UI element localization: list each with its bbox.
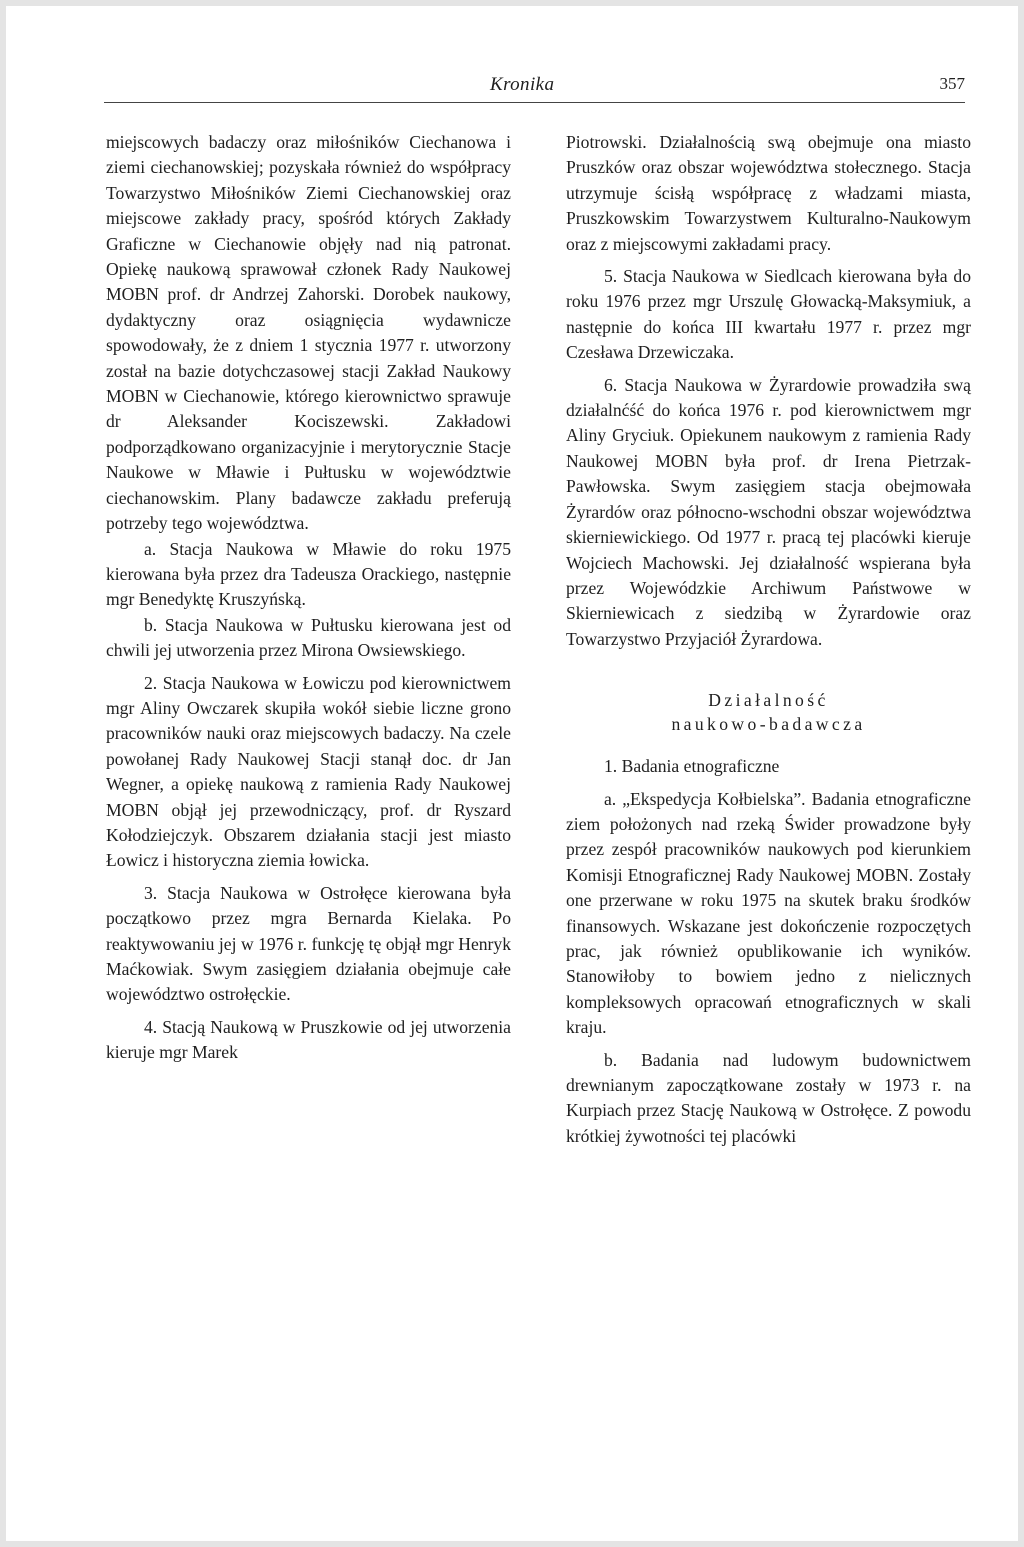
paragraph: b. Stacja Naukowa w Pułtusku kierowana jest od chwili jej utworzenia przez Mirona Owsiewskiego. bbox=[106, 614, 511, 661]
paragraph: 4. Stacją Naukową w Pruszkowie od jej utworzenia kieruje mgr Marek bbox=[106, 1016, 511, 1063]
right-column bbox=[566, 130, 971, 1149]
page-number: 357 bbox=[939, 74, 965, 93]
paragraph: miejscowych badaczy oraz miłośników Ciechanowa i ziemi ciechanowskiej; pozyskała również do współpracy Towarzystwo Miłośników Ziemi Ciechanowskiej oraz miejscowe zakłady pracy, spośród których Zakłady Graficzne w Ciechanowie objęły nad nią patronat. Opiekę naukową sprawował członek Rady Naukowej MOBN prof. dr Andrzej Zahorski. Dorobek naukowy, dydaktyczny oraz osiągnięcia wydawnicze spowodowały, że z dniem 1 stycznia 1977 r. utworzony został na bazie dotychczasowej stacji Zakład Naukowy MOBN w Ciechanowie, którego kierownictwo sprawuje dr Aleksander Kociszewski. Zakładowi podporządkowano organizacyjnie i merytorycznie Stacje Naukowe w Mławie i Pułtusku w województwie ciechanowskim. Plany badawcze zakładu preferują potrzeby tego województwa. bbox=[106, 132, 511, 534]
section-heading bbox=[566, 688, 971, 736]
paragraph: 3. Stacja Naukowa w Ostrołęce kierowana była początkowo przez mgra Bernarda Kielaka. Po reaktywowaniu jej w 1976 r. funkcję tę objął mgr Henryk Maćkowiak. Swym zasięgiem działania obejmuje całe województwo ostrołęckie. bbox=[106, 882, 511, 1005]
paragraph: a. „Ekspedycja Kołbielska”. Badania etnograficzne ziem położonych nad rzeką Świder prowadzone były przez zespół pracowników naukowych pod kierunkiem Komisji Etnograficznej Rady Naukowej MOBN. Zostały one przerwane w roku 1975 na skutek braku środków finansowych. Wskazane jest dokończenie rozpoczętych prac, jak również opublikowanie ich wyników. Stanowiłoby to bowiem jedno z nielicznych kompleksowych opracowań etnograficznych w skali kraju. bbox=[566, 788, 971, 1038]
left-column bbox=[106, 130, 511, 1066]
section-heading-line1: Działalność bbox=[708, 690, 829, 711]
subsection-title: 1. Badania etnograficzne bbox=[604, 756, 780, 777]
running-title: Kronika bbox=[490, 74, 555, 95]
paragraph: 5. Stacja Naukowa w Siedlcach kierowana była do roku 1976 przez mgr Urszulę Głowacką-Maksymiuk, a następnie do końca III kwartału 1977 r. przez mgr Czesława Drzewiczaka. bbox=[566, 266, 971, 363]
paragraph: Piotrowski. Działalnością swą obejmuje ona miasto Pruszków oraz obszar województwa stołecznego. Stacja utrzymuje ścisłą współpracę z władzami miasta, Pruszkowskim Towarzystwem Kulturalno-Naukowym oraz z miejscowymi zakładami pracy. bbox=[566, 132, 971, 254]
paragraph: a. Stacja Naukowa w Mławie do roku 1975 kierowana była przez dra Tadeusza Orackiego, następnie mgr Benedyktę Kruszyńską. bbox=[106, 538, 511, 610]
section-heading-line2: naukowo-badawcza bbox=[671, 714, 866, 735]
paragraph: b. Badania nad ludowym budownictwem drewnianym zapoczątkowane zostały w 1973 r. na Kurpiach przez Stację Naukową w Ostrołęce. Z powodu krótkiej żywotności tej placówki bbox=[566, 1049, 971, 1146]
paragraph: 6. Stacja Naukowa w Żyrardowie prowadziła swą działalnćść do końca 1976 r. pod kierownictwem mgr Aliny Gryciuk. Opiekunem naukowym z ramienia Rady Naukowej MOBN była prof. dr Irena Pietrzak-Pawłowska. Swym zasięgiem stacja obejmowała Żyrardów oraz północno-wschodni obszar województwa skierniewickiego. Od 1977 r. pracą tej placówki kieruje Wojciech Machowski. Jej działalność wspierana była przez Wojewódzkie Archiwum Państwowe w Skierniewicach z siedzibą w Żyrardowie oraz Towarzystwo Przyjaciół Żyrardowa. bbox=[566, 374, 971, 649]
running-header bbox=[104, 74, 965, 103]
paragraph: 2. Stacja Naukowa w Łowiczu pod kierownictwem mgr Aliny Owczarek skupiła wokół siebie liczne grono pracowników nauki oraz miejscowych badaczy. Na czele powołanej Rady Naukowej Stacji stanął doc. dr Jan Wegner, a opiekę naukową z ramienia Rady Naukowej MOBN objął jej przewodniczący, prof. dr Ryszard Kołodziejczyk. Obszarem działania stacji jest miasto Łowicz i historyczna ziemia łowicka. bbox=[106, 672, 511, 871]
